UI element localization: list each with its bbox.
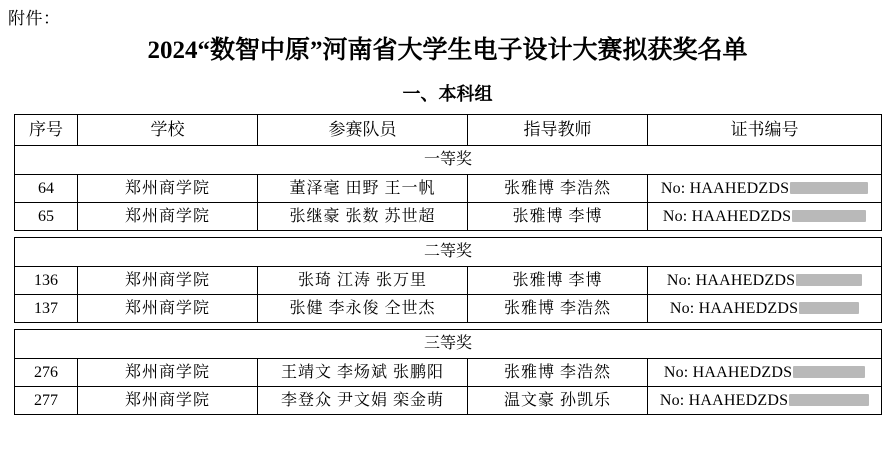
- certificate-number-text: No: HAAHEDZDS: [663, 364, 793, 381]
- redaction-bar: [792, 210, 866, 222]
- column-header-1: 学校: [78, 115, 258, 146]
- row-certificate-number: [648, 203, 882, 231]
- row-members: 李登众 尹文娟 栾金萌: [258, 387, 468, 415]
- award-level-label: 二等奖: [15, 238, 882, 267]
- row-spacer: [15, 231, 882, 238]
- row-number: 137: [15, 295, 78, 323]
- row-spacer-cell: [15, 415, 882, 422]
- row-number: 136: [15, 267, 78, 295]
- award-level-label: 一等奖: [15, 146, 882, 175]
- column-header-3: 指导教师: [468, 115, 648, 146]
- table-row: [15, 267, 882, 295]
- row-number: 64: [15, 175, 78, 203]
- certificate-number-text: No: HAAHEDZDS: [662, 208, 792, 225]
- table-row: [15, 203, 882, 231]
- table-row: [15, 175, 882, 203]
- row-certificate-number: [648, 295, 882, 323]
- row-school: 郑州商学院: [78, 267, 258, 295]
- redaction-bar: [799, 302, 859, 314]
- award-level-label: 三等奖: [15, 330, 882, 359]
- section-heading: 一、本科组: [402, 84, 493, 104]
- row-school: 郑州商学院: [78, 387, 258, 415]
- award-table: [14, 114, 882, 421]
- row-school: 郑州商学院: [78, 295, 258, 323]
- row-teachers: 张雅博 李浩然: [468, 295, 648, 323]
- row-certificate-number: [648, 387, 882, 415]
- row-teachers: 张雅博 李博: [468, 203, 648, 231]
- redaction-bar: [789, 394, 869, 406]
- page-title: 2024“数智中原”河南省大学生电子设计大赛拟获奖名单: [147, 37, 748, 64]
- redaction-bar: [793, 366, 865, 378]
- row-spacer: [15, 323, 882, 330]
- row-members: 张琦 江涛 张万里: [258, 267, 468, 295]
- table-header-row: [15, 115, 882, 146]
- award-level-row: [15, 146, 882, 175]
- row-teachers: 张雅博 李浩然: [468, 359, 648, 387]
- redaction-bar: [790, 182, 868, 194]
- certificate-number-text: No: HAAHEDZDS: [660, 180, 790, 197]
- row-members: 张继豪 张数 苏世超: [258, 203, 468, 231]
- row-school: 郑州商学院: [78, 203, 258, 231]
- table-row: [15, 295, 882, 323]
- row-number: 277: [15, 387, 78, 415]
- certificate-number-text: No: HAAHEDZDS: [666, 272, 796, 289]
- row-certificate-number: [648, 359, 882, 387]
- attachment-label: 附件：: [8, 9, 61, 28]
- row-teachers: 张雅博 李博: [468, 267, 648, 295]
- row-school: 郑州商学院: [78, 175, 258, 203]
- row-number: 65: [15, 203, 78, 231]
- row-spacer-cell: [15, 231, 882, 238]
- row-members: 张健 李永俊 仝世杰: [258, 295, 468, 323]
- table-row: [15, 387, 882, 415]
- award-level-row: [15, 330, 882, 359]
- row-members: 董泽毫 田野 王一帆: [258, 175, 468, 203]
- award-level-row: [15, 238, 882, 267]
- row-teachers: 张雅博 李浩然: [468, 175, 648, 203]
- certificate-number-text: No: HAAHEDZDS: [669, 300, 799, 317]
- row-spacer: [15, 415, 882, 422]
- award-table-container: [14, 114, 881, 421]
- row-members: 王靖文 李炀斌 张鹏阳: [258, 359, 468, 387]
- row-teachers: 温文豪 孙凯乐: [468, 387, 648, 415]
- redaction-bar: [796, 274, 862, 286]
- column-header-4: 证书编号: [648, 115, 882, 146]
- table-row: [15, 359, 882, 387]
- row-certificate-number: [648, 175, 882, 203]
- row-certificate-number: [648, 267, 882, 295]
- row-school: 郑州商学院: [78, 359, 258, 387]
- row-number: 276: [15, 359, 78, 387]
- certificate-number-text: No: HAAHEDZDS: [659, 392, 789, 409]
- row-spacer-cell: [15, 323, 882, 330]
- column-header-2: 参赛队员: [258, 115, 468, 146]
- column-header-0: 序号: [15, 115, 78, 146]
